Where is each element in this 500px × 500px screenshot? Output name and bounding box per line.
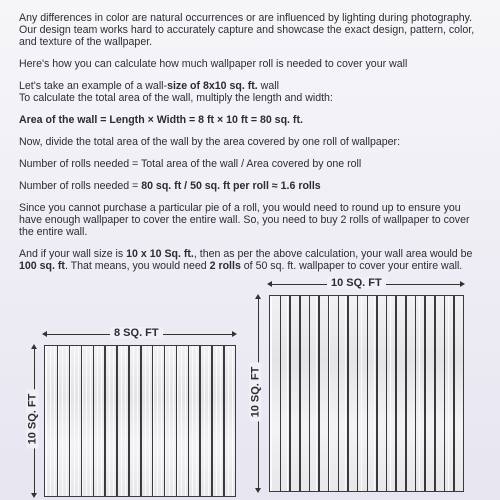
wallpaper-texture bbox=[47, 346, 50, 496]
description-text bbox=[19, 12, 485, 272]
wallpaper-panel-10x10 bbox=[269, 295, 464, 492]
wallpaper-texture bbox=[178, 346, 181, 496]
left-height-label: 10 SQ. FT bbox=[26, 390, 38, 449]
tbt-b2: 100 sq. ft bbox=[19, 260, 65, 272]
right-height-label: 10 SQ. FT bbox=[249, 363, 261, 422]
tbt-b1: 10 x 10 Sq. ft. bbox=[126, 248, 194, 260]
wallpaper-texture bbox=[213, 346, 216, 496]
wallpaper-texture bbox=[205, 346, 208, 496]
wallpaper-texture bbox=[51, 346, 54, 496]
left-height-arrowhead-top bbox=[31, 344, 37, 349]
wallpaper-texture bbox=[154, 346, 157, 496]
wallpaper-texture bbox=[174, 346, 177, 496]
wallpaper-texture bbox=[75, 346, 78, 496]
right-width-label: 10 SQ. FT bbox=[327, 277, 386, 289]
wallpaper-texture bbox=[83, 346, 86, 496]
wallpaper-texture bbox=[102, 346, 105, 496]
right-height-arrowhead-top bbox=[255, 294, 261, 299]
how-to-heading: Here's how you can calculate how much wallpaper roll is needed to cover your wall bbox=[19, 58, 408, 70]
rolls-calculation bbox=[19, 180, 485, 192]
area-formula-text: Area of the wall = Length × Width = 8 ft × 10 ft = 80 sq. ft. bbox=[19, 114, 303, 126]
wallpaper-texture bbox=[87, 346, 90, 496]
wallpaper-texture bbox=[150, 346, 153, 496]
example-size: size of 8x10 sq. ft. bbox=[167, 80, 258, 92]
wallpaper-texture bbox=[118, 346, 121, 496]
wallpaper-texture bbox=[55, 346, 58, 496]
wallpaper-texture bbox=[461, 296, 464, 491]
area-formula bbox=[19, 114, 485, 126]
wallpaper-panel-8x10 bbox=[44, 345, 236, 497]
rolls-calc-result: 80 sq. ft / 50 sq. ft per roll ≈ 1.6 rolls bbox=[141, 180, 321, 192]
left-width-arrowhead-left bbox=[42, 331, 47, 337]
example-line2: To calculate the total area of the wall, multiply the length and width: bbox=[19, 92, 333, 104]
wallpaper-texture bbox=[193, 346, 196, 496]
wallpaper-texture bbox=[146, 346, 149, 496]
wallpaper-texture bbox=[106, 346, 109, 496]
wallpaper-texture bbox=[110, 346, 113, 496]
wallpaper-texture bbox=[186, 346, 189, 496]
wallpaper-texture bbox=[91, 346, 94, 496]
rolls-formula: Number of rolls needed = Total area of the wall / Area covered by one roll bbox=[19, 158, 362, 170]
wallpaper-texture bbox=[79, 346, 82, 496]
divide-text: Now, divide the total area of the wall by the area covered by one roll of wallpaper: bbox=[19, 136, 401, 148]
wallpaper-texture bbox=[59, 346, 62, 496]
wallpaper-texture bbox=[98, 346, 101, 496]
wallpaper-texture bbox=[126, 346, 129, 496]
right-height-arrowhead-bottom bbox=[255, 488, 261, 493]
wallpaper-texture bbox=[94, 346, 97, 496]
wallpaper-texture bbox=[225, 346, 228, 496]
example-paragraph bbox=[19, 80, 485, 104]
example-suffix: wall bbox=[257, 80, 279, 92]
wallpaper-texture bbox=[182, 346, 185, 496]
left-width-arrowhead-right bbox=[232, 331, 237, 337]
wallpaper-texture bbox=[221, 346, 224, 496]
wallpaper-texture bbox=[130, 346, 133, 496]
wallpaper-texture bbox=[158, 346, 161, 496]
tbt-p3: . That means, you would need bbox=[64, 260, 210, 272]
wallpaper-texture bbox=[63, 346, 66, 496]
wallpaper-texture bbox=[197, 346, 200, 496]
example-prefix: Let's take an example of a wall- bbox=[19, 80, 168, 92]
intro-paragraph: Any differences in color are natural occurrences or are influenced by lighting during photography. Our design team works hard to accurately capture and showcase the exact design, pattern, color, and texture of the wallpaper. bbox=[19, 12, 475, 48]
right-width-arrowhead-left bbox=[267, 281, 272, 287]
tbt-b3: 2 rolls bbox=[209, 260, 241, 272]
wallpaper-texture bbox=[170, 346, 173, 496]
wallpaper-texture bbox=[233, 346, 236, 496]
rolls-calc-prefix: Number of rolls needed = bbox=[19, 180, 142, 192]
wallpaper-texture bbox=[71, 346, 74, 496]
wallpaper-texture bbox=[114, 346, 117, 496]
wallpaper-texture bbox=[189, 346, 192, 496]
wallpaper-texture bbox=[67, 346, 70, 496]
ten-by-ten-paragraph bbox=[19, 248, 485, 272]
wallpaper-texture bbox=[209, 346, 212, 496]
wallpaper-texture bbox=[166, 346, 169, 496]
wallpaper-texture bbox=[138, 346, 141, 496]
left-height-arrowhead-bottom bbox=[31, 493, 37, 498]
left-width-label: 8 SQ. FT bbox=[110, 327, 163, 339]
wallpaper-texture bbox=[142, 346, 145, 496]
wallpaper-texture bbox=[201, 346, 204, 496]
tbt-p4: of 50 sq. ft. wallpaper to cover your entire wall. bbox=[240, 260, 463, 272]
wallpaper-texture bbox=[134, 346, 137, 496]
tbt-p1: And if your wall size is bbox=[19, 248, 127, 260]
wallpaper-texture bbox=[229, 346, 232, 496]
round-up-paragraph: Since you cannot purchase a particular pie of a roll, you would need to round up to ensure you have enough wallpaper to cover the entire wall. So, you need to buy 2 rolls of wallpaper to cover the entire wall. bbox=[19, 202, 470, 238]
wallpaper-texture bbox=[217, 346, 220, 496]
wallpaper-texture bbox=[122, 346, 125, 496]
wallpaper-texture bbox=[162, 346, 165, 496]
tbt-p2: , then as per the above calculation, your wall area would be bbox=[193, 248, 473, 260]
right-width-arrowhead-right bbox=[460, 281, 465, 287]
